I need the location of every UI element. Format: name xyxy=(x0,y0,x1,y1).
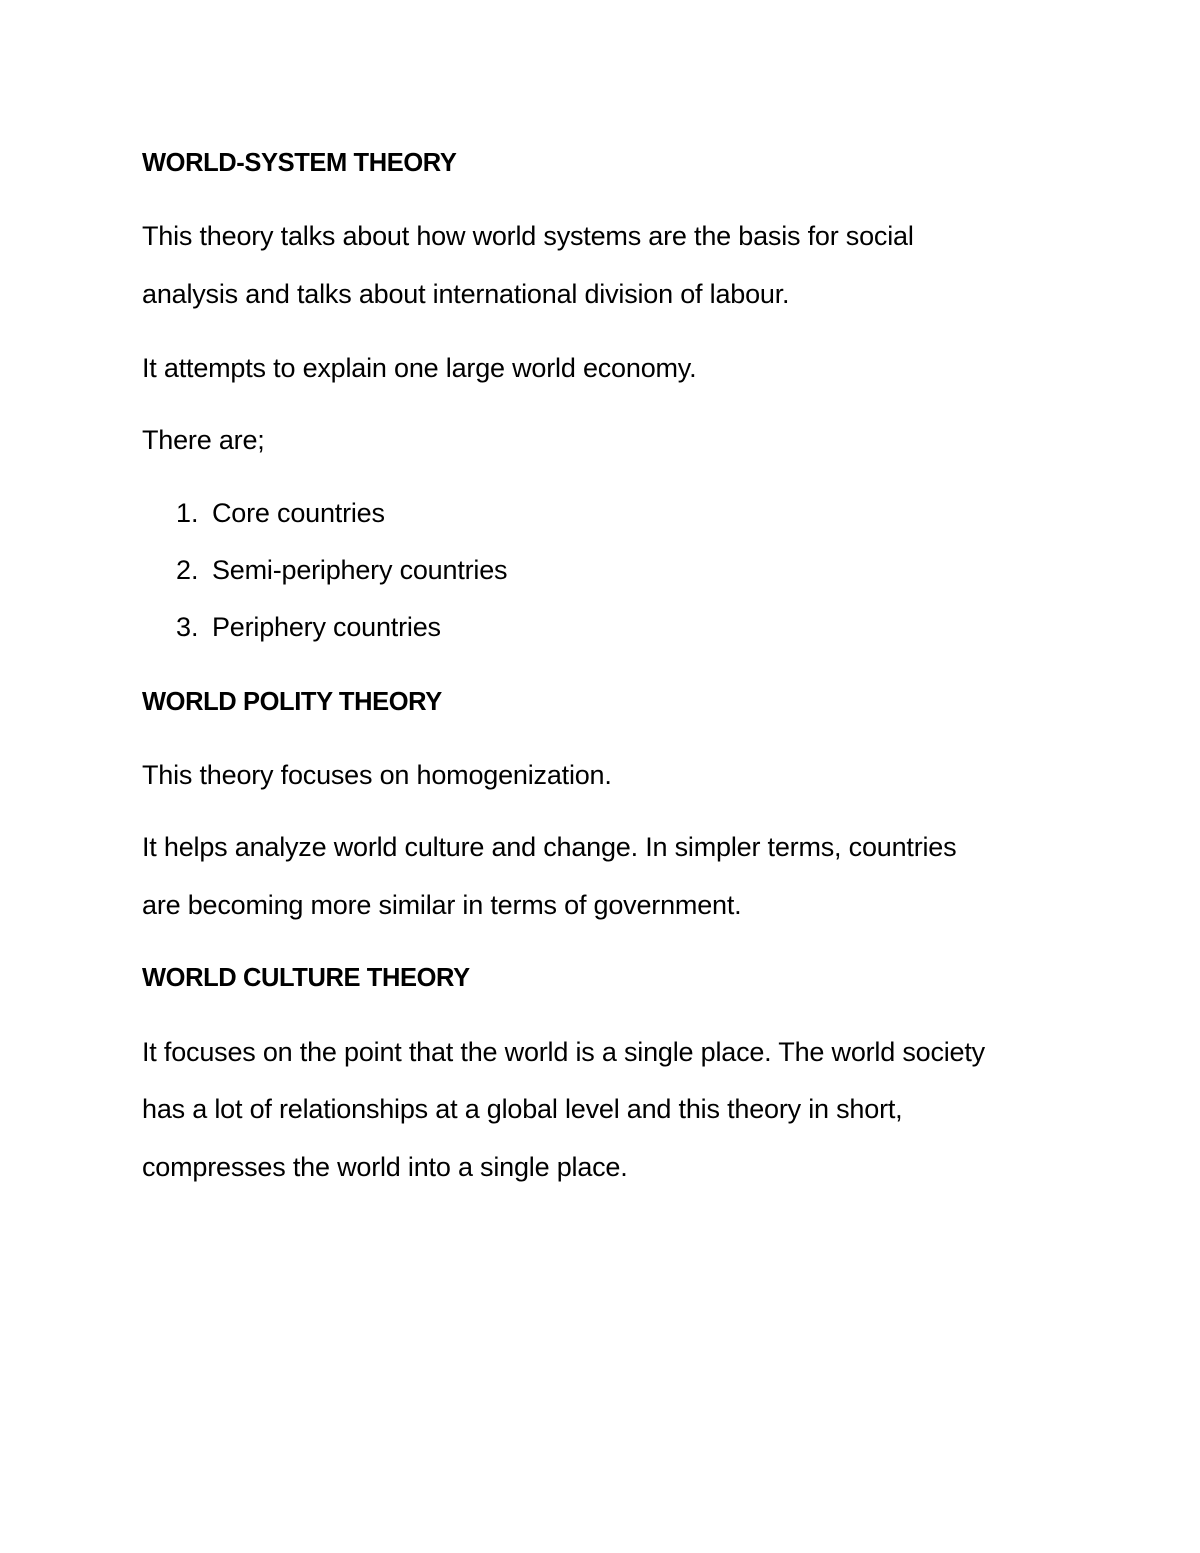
list-item-number: 3. xyxy=(176,612,199,642)
section-heading-world-culture: WORLD CULTURE THEORY xyxy=(142,964,470,992)
section-heading-world-system: WORLD-SYSTEM THEORY xyxy=(142,149,457,177)
paragraph-line: analysis and talks about international division of labour. xyxy=(142,279,790,309)
paragraph-line: are becoming more similar in terms of government. xyxy=(142,890,742,920)
list-item-text: Core countries xyxy=(212,498,385,528)
list-item-text: Semi-periphery countries xyxy=(212,555,508,585)
paragraph-line: This theory talks about how world systems are the basis for social xyxy=(142,221,914,251)
list-item-number: 2. xyxy=(176,555,199,585)
paragraph-line: compresses the world into a single place. xyxy=(142,1152,628,1182)
list-item-number: 1. xyxy=(176,498,199,528)
list-item-text: Periphery countries xyxy=(212,612,441,642)
paragraph-line: has a lot of relationships at a global level and this theory in short, xyxy=(142,1094,903,1124)
section-heading-world-polity: WORLD POLITY THEORY xyxy=(142,688,442,716)
paragraph-line: It focuses on the point that the world is a single place. The world society xyxy=(142,1037,985,1067)
paragraph-line: It helps analyze world culture and change. In simpler terms, countries xyxy=(142,832,957,862)
paragraph-line: This theory focuses on homogenization. xyxy=(142,760,612,790)
paragraph-line: There are; xyxy=(142,425,265,455)
paragraph-line: It attempts to explain one large world economy. xyxy=(142,353,697,383)
